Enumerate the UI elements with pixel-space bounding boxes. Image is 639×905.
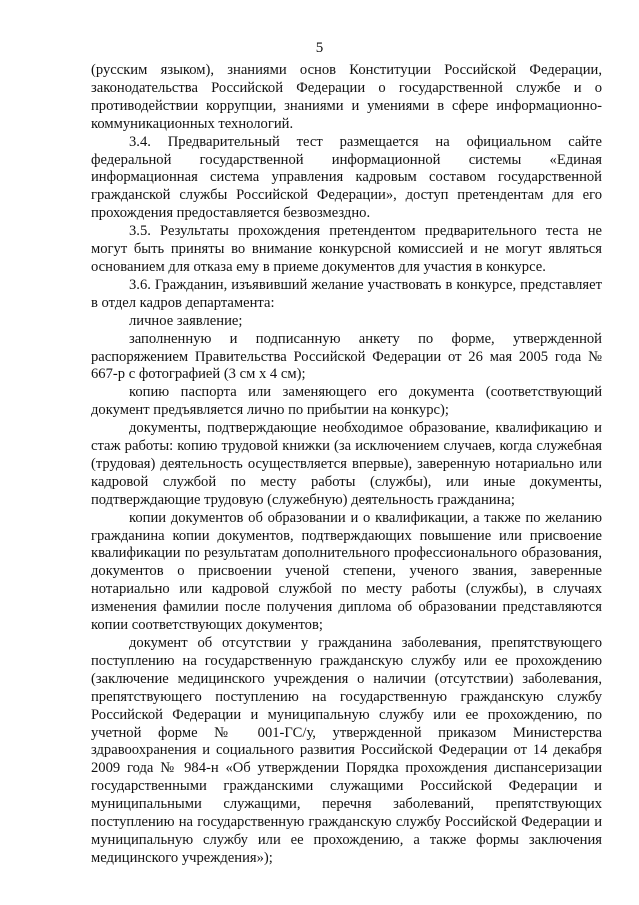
- list-item-passport: копию паспорта или заменяющего его документа (соответствующий документ предъявляется лично по прибытии на конкурс);: [91, 384, 602, 419]
- list-item-education-documents: копии документов об образовании и о квалификации, а также по желанию гражданина копии документов, подтверждающих повышение или присвоение квалификации по результатам дополнительного профессионального образования, документов о присвоении ученой степени, ученого звания, заверенные нотариально или кадровой службой по месту работы (службы), в случаях изменения фамилии после получения диплома об образовании представляются копии соответствующих документов;: [91, 509, 602, 634]
- list-item-work-documents: документы, подтверждающие необходимое образование, квалификацию и стаж работы: копию трудовой книжки (за исключением случаев, когда служебная (трудовая) деятельность осуществляется впервые), заверенную нотариально или кадровой службой по месту работы (службы), или иные документы, подтверждающие трудовую (служебную) деятельность гражданина;: [91, 420, 602, 508]
- list-item-medical-document: документ об отсутствии у гражданина заболевания, препятствующего поступлению на государственную гражданскую службу или ее прохождению (заключение медицинского учреждения о наличии (отсутствии) заболевания, препятствующего поступлению на государственную гражданскую службу Российской Федерации и муниципальную службу или ее прохождению, по учетной форме № 001-ГС/у, утвержденной приказом Министерства здравоохранения и социального развития Российской Федерации от 14 декабря 2009 года № 984-н «Об утверждении Порядка прохождения диспансеризации государственными гражданскими служащими Российской Федерации и муниципальными служащими, перечня заболеваний, препятствующих поступлению на государственную гражданскую службу Российской Федерации и муниципальную службу или ее прохождению, а также формы заключения медицинского учреждения»);: [91, 635, 602, 866]
- list-item-application: личное заявление;: [129, 312, 243, 329]
- list-item-questionnaire: заполненную и подписанную анкету по форме, утвержденной распоряжением Правительства Российской Федерации от 26 мая 2005 года № 667-р с фотографией (3 см х 4 см);: [91, 330, 602, 383]
- paragraph-3-6: 3.6. Гражданин, изъявивший желание участвовать в конкурсе, представляет в отдел кадров департамента:: [91, 276, 602, 311]
- document-body: [91, 62, 602, 868]
- paragraph-continuation: (русским языком), знаниями основ Конституции Российской Федерации, законодательства Российской Федерации о государственной службе и о противодействии коррупции, знаниями и умениями в сфере информационно-коммуникационных технологий.: [91, 62, 602, 132]
- paragraph-3-5: 3.5. Результаты прохождения претендентом предварительного теста не могут быть приняты во внимание конкурсной комиссией и не могут являться основанием для отказа ему в приеме документов для участия в конкурсе.: [91, 223, 602, 275]
- paragraph-3-4: 3.4. Предварительный тест размещается на официальном сайте федеральной государственной информационной системы «Единая информационная система управления кадровым составом государственной гражданской службы Российской Федерации», доступ претендентам для его прохождения предоставляется безвозмездно.: [91, 133, 602, 222]
- page-number: 5: [315, 40, 324, 56]
